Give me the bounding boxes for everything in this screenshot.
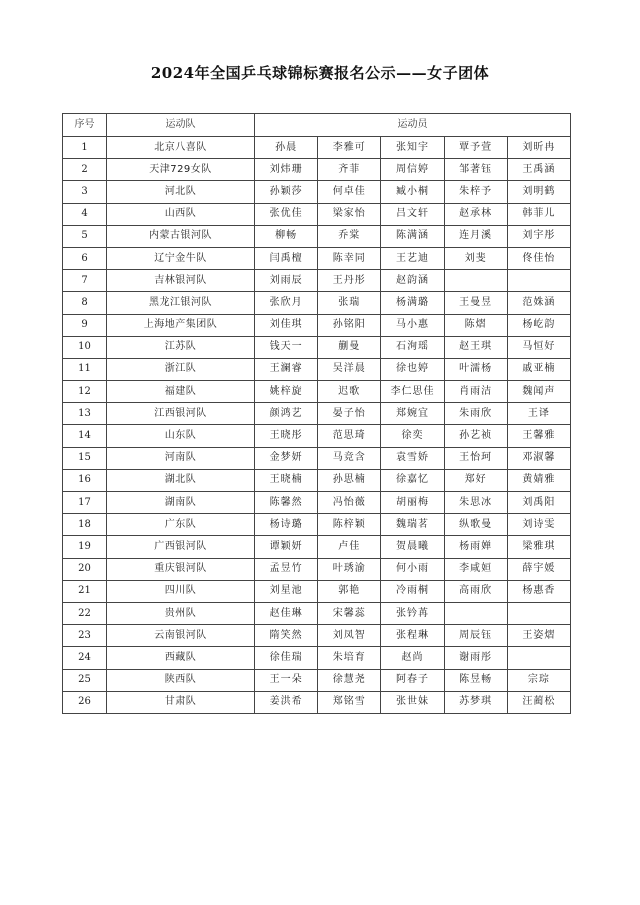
player-name: 赵佳琳 [255,602,318,624]
player-name: 隋笑然 [255,625,318,647]
player-name: 赵韵涵 [381,270,444,292]
player-name [444,602,507,624]
player-name: 肖雨洁 [444,381,507,403]
team-name: 河北队 [107,181,255,203]
player-name: 吕文轩 [381,203,444,225]
player-name: 宗琮 [507,669,570,691]
player-name: 叶濡杨 [444,358,507,380]
player-name: 冯怡薇 [318,492,381,514]
player-name: 周信婷 [381,159,444,181]
player-name: 王澜睿 [255,358,318,380]
table-row [63,225,571,247]
player-name: 张瑞 [318,292,381,314]
table-row [63,514,571,536]
player-name: 王晓彤 [255,425,318,447]
player-name: 朱思冰 [444,492,507,514]
player-name: 刘雨辰 [255,270,318,292]
player-name: 卢佳 [318,536,381,558]
player-name: 刘宇彤 [507,225,570,247]
player-name: 郑婉宜 [381,403,444,425]
player-name: 石洵瑶 [381,336,444,358]
player-name [507,647,570,669]
player-name: 张知宇 [381,137,444,159]
player-name: 孙颖莎 [255,181,318,203]
row-index: 8 [63,292,107,314]
row-index: 22 [63,602,107,624]
player-name: 陈满涵 [381,225,444,247]
row-index: 14 [63,425,107,447]
row-index: 18 [63,514,107,536]
team-name: 天津729女队 [107,159,255,181]
player-name: 李仁思佳 [381,381,444,403]
player-name: 刘凤智 [318,625,381,647]
player-name: 郭艳 [318,580,381,602]
row-index: 5 [63,225,107,247]
player-name: 姚梓旋 [255,381,318,403]
player-name: 袁雪娇 [381,447,444,469]
team-name: 甘肃队 [107,691,255,713]
player-name: 刘炜珊 [255,159,318,181]
player-name: 王艺迪 [381,247,444,269]
player-name: 叶琇渝 [318,558,381,580]
page-title: 2024年全国乒乓球锦标赛报名公示——女子团体 [150,64,490,82]
row-index: 10 [63,336,107,358]
table-row [63,270,571,292]
player-name: 薛宇媛 [507,558,570,580]
player-name: 徐慧尧 [318,669,381,691]
player-name: 高雨欣 [444,580,507,602]
team-name: 湖南队 [107,492,255,514]
team-name: 贵州队 [107,602,255,624]
player-name: 张钤苒 [381,602,444,624]
player-name: 杨屹韵 [507,314,570,336]
team-name: 西藏队 [107,647,255,669]
table-row [63,492,571,514]
row-index: 24 [63,647,107,669]
player-name: 周辰钰 [444,625,507,647]
table-row [63,203,571,225]
team-name: 陕西队 [107,669,255,691]
player-name: 覃予萱 [444,137,507,159]
player-name: 王丹彤 [318,270,381,292]
player-name: 苏梦琪 [444,691,507,713]
player-name: 冷雨桐 [381,580,444,602]
team-name: 山西队 [107,203,255,225]
player-name: 陈梓颖 [318,514,381,536]
table-row [63,536,571,558]
player-name: 孙思楠 [318,469,381,491]
table-row [63,247,571,269]
player-name: 王怡珂 [444,447,507,469]
player-name: 闫禹檀 [255,247,318,269]
team-name: 吉林银河队 [107,270,255,292]
table-row [63,314,571,336]
team-name: 北京八喜队 [107,137,255,159]
player-name: 贺晨曦 [381,536,444,558]
table-row [63,358,571,380]
player-name: 张世妹 [381,691,444,713]
player-name: 刘诗雯 [507,514,570,536]
player-name: 佟佳怡 [507,247,570,269]
team-name: 河南队 [107,447,255,469]
team-name: 江西银河队 [107,403,255,425]
team-name: 江苏队 [107,336,255,358]
team-name: 辽宁金牛队 [107,247,255,269]
row-index: 15 [63,447,107,469]
table-header-row [63,114,571,137]
team-name: 福建队 [107,381,255,403]
player-name: 谭颖妍 [255,536,318,558]
team-name: 山东队 [107,425,255,447]
row-index: 2 [63,159,107,181]
player-name: 乔棠 [318,225,381,247]
table-row [63,137,571,159]
player-name: 郑好 [444,469,507,491]
row-index: 17 [63,492,107,514]
row-index: 3 [63,181,107,203]
player-name: 魏闻声 [507,381,570,403]
table-row [63,602,571,624]
player-name: 迟歌 [318,381,381,403]
row-index: 26 [63,691,107,713]
player-name: 赵王琪 [444,336,507,358]
row-index: 11 [63,358,107,380]
player-name: 杨诗璐 [255,514,318,536]
player-name: 范姝涵 [507,292,570,314]
player-name: 纵歌曼 [444,514,507,536]
team-name: 四川队 [107,580,255,602]
table-row [63,558,571,580]
player-name: 王一朵 [255,669,318,691]
player-name: 梁雅琪 [507,536,570,558]
player-name: 黄婧雅 [507,469,570,491]
player-name: 钱天一 [255,336,318,358]
player-name: 宋馨蕊 [318,602,381,624]
player-name: 张优佳 [255,203,318,225]
player-name: 齐菲 [318,159,381,181]
player-name: 韩菲儿 [507,203,570,225]
player-name: 颜鸿艺 [255,403,318,425]
row-index: 1 [63,137,107,159]
player-name: 何卓佳 [318,181,381,203]
player-name: 邹著钰 [444,159,507,181]
team-name: 湖北队 [107,469,255,491]
table-row [63,403,571,425]
player-name: 杨雨婵 [444,536,507,558]
player-name: 王译 [507,403,570,425]
header-index: 序号 [63,114,107,137]
player-name: 孟昱竹 [255,558,318,580]
player-name: 马恒好 [507,336,570,358]
player-name: 赵承林 [444,203,507,225]
player-name: 张程琳 [381,625,444,647]
row-index: 4 [63,203,107,225]
table-row [63,381,571,403]
roster-table [62,113,571,714]
player-name: 杨惠香 [507,580,570,602]
player-name: 姜洪希 [255,691,318,713]
table-row [63,580,571,602]
player-name: 王曼昱 [444,292,507,314]
player-name [507,270,570,292]
player-name: 马竞含 [318,447,381,469]
row-index: 23 [63,625,107,647]
table-row [63,181,571,203]
player-name: 刘昕冉 [507,137,570,159]
player-name: 蒯曼 [318,336,381,358]
player-name: 陈幸同 [318,247,381,269]
player-name: 金梦妍 [255,447,318,469]
table-row [63,625,571,647]
row-index: 7 [63,270,107,292]
player-name: 马小惠 [381,314,444,336]
player-name: 朱雨欣 [444,403,507,425]
player-name: 刘明鹤 [507,181,570,203]
row-index: 13 [63,403,107,425]
player-name: 徐佳瑞 [255,647,318,669]
player-name: 张欣月 [255,292,318,314]
row-index: 19 [63,536,107,558]
player-name: 王禹涵 [507,159,570,181]
player-name: 阿春子 [381,669,444,691]
player-name: 朱梓予 [444,181,507,203]
table-row [63,447,571,469]
table-row [63,425,571,447]
team-name: 上海地产集团队 [107,314,255,336]
player-name: 孙艺祯 [444,425,507,447]
table-row [63,469,571,491]
team-name: 重庆银河队 [107,558,255,580]
player-name: 陈熠 [444,314,507,336]
player-name: 臧小桐 [381,181,444,203]
player-name: 刘斐 [444,247,507,269]
row-index: 6 [63,247,107,269]
table-row [63,669,571,691]
player-name: 连月溪 [444,225,507,247]
player-name: 范思琦 [318,425,381,447]
header-players: 运动员 [255,114,571,137]
player-name: 戚亚楠 [507,358,570,380]
player-name: 王晓楠 [255,469,318,491]
player-name: 李雅可 [318,137,381,159]
player-name: 魏瑞茗 [381,514,444,536]
player-name [507,602,570,624]
row-index: 16 [63,469,107,491]
team-name: 浙江队 [107,358,255,380]
player-name: 胡丽梅 [381,492,444,514]
team-name: 内蒙古银河队 [107,225,255,247]
player-name: 刘星池 [255,580,318,602]
team-name: 云南银河队 [107,625,255,647]
player-name: 李咸姮 [444,558,507,580]
player-name [444,270,507,292]
player-name: 何小雨 [381,558,444,580]
player-name: 杨满璐 [381,292,444,314]
player-name: 谢雨彤 [444,647,507,669]
header-team: 运动队 [107,114,255,137]
team-name: 广东队 [107,514,255,536]
player-name: 郑铭雪 [318,691,381,713]
player-name: 王馨雅 [507,425,570,447]
player-name: 徐嘉忆 [381,469,444,491]
table-row [63,159,571,181]
player-name: 陈昱畅 [444,669,507,691]
player-name: 汪蔺松 [507,691,570,713]
row-index: 20 [63,558,107,580]
table-row [63,691,571,713]
row-index: 12 [63,381,107,403]
player-name: 陈馨然 [255,492,318,514]
table-row [63,647,571,669]
table-row [63,292,571,314]
row-index: 9 [63,314,107,336]
team-name: 黑龙江银河队 [107,292,255,314]
player-name: 晏子怡 [318,403,381,425]
player-name: 孙晨 [255,137,318,159]
player-name: 朱培育 [318,647,381,669]
table-row [63,336,571,358]
player-name: 邓淑馨 [507,447,570,469]
player-name: 赵尚 [381,647,444,669]
player-name: 刘佳琪 [255,314,318,336]
player-name: 柳畅 [255,225,318,247]
player-name: 徐奕 [381,425,444,447]
player-name: 孙铭阳 [318,314,381,336]
row-index: 25 [63,669,107,691]
player-name: 梁家怡 [318,203,381,225]
player-name: 吴洋晨 [318,358,381,380]
team-name: 广西银河队 [107,536,255,558]
player-name: 刘禹阳 [507,492,570,514]
row-index: 21 [63,580,107,602]
player-name: 王姿熠 [507,625,570,647]
player-name: 徐也婷 [381,358,444,380]
